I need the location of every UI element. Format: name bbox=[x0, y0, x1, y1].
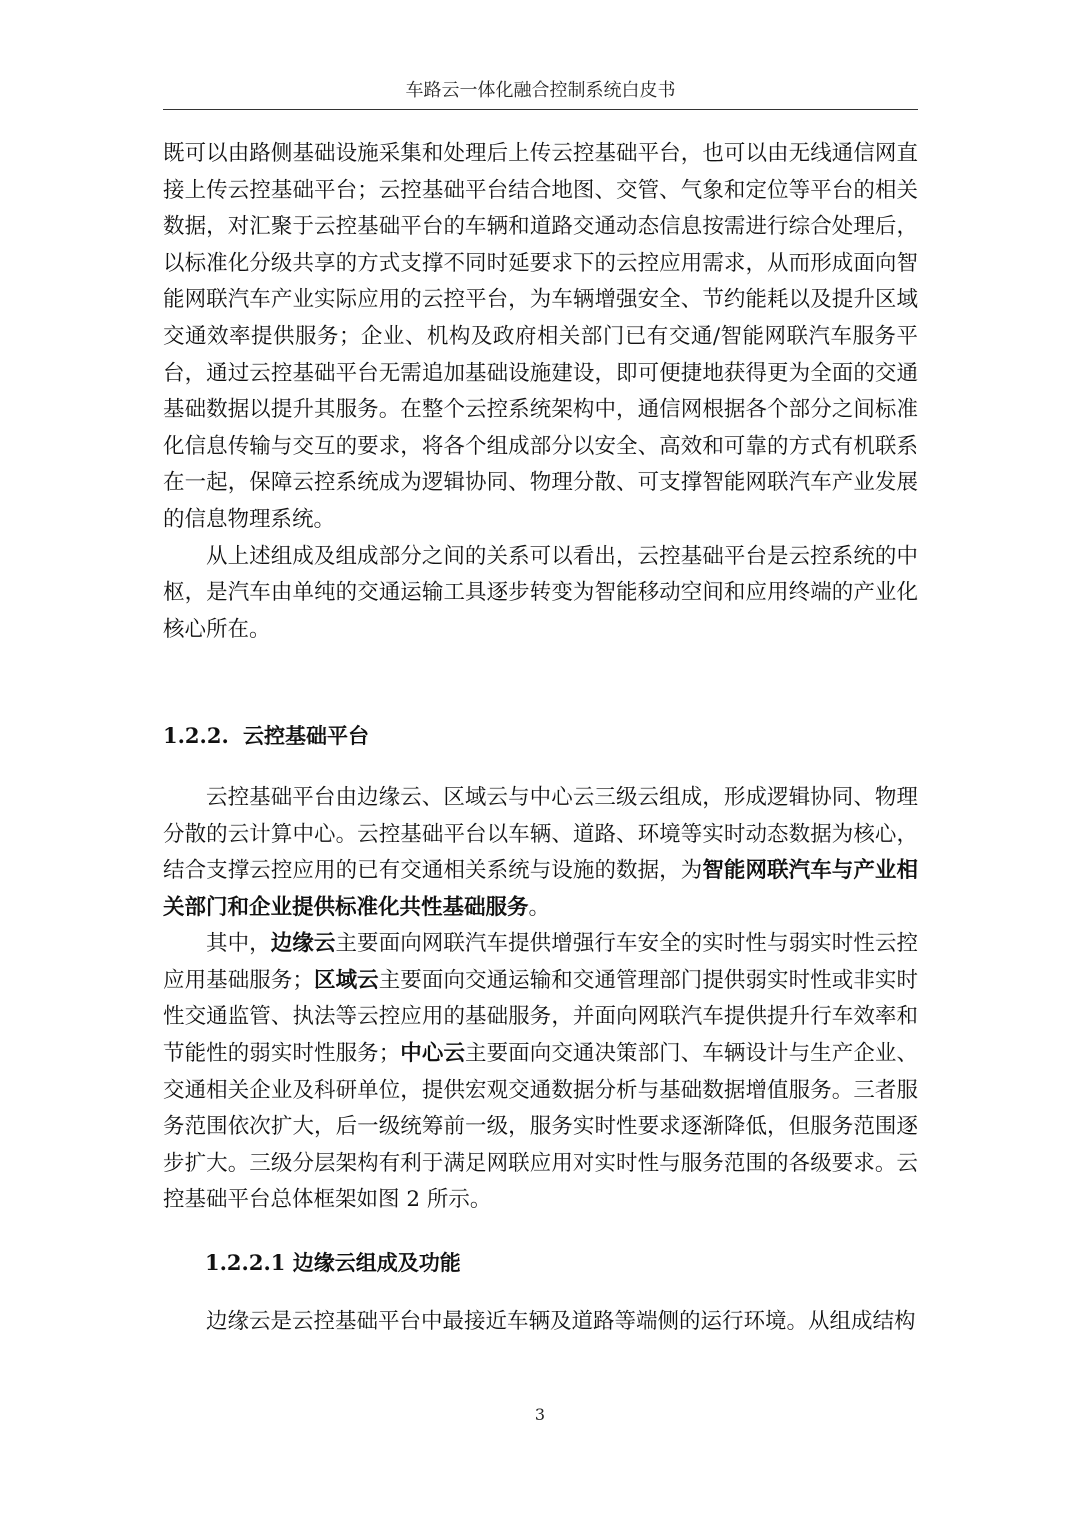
paragraph bbox=[163, 780, 918, 926]
section-title: 云控基础平台 bbox=[243, 723, 369, 749]
subsection-heading-1-2-2-1: 1.2.2.1 边缘云组成及功能 bbox=[205, 1250, 461, 1276]
section-heading-1-2-2 bbox=[163, 718, 918, 755]
text-span: 边缘云是云控基础平台中最接近车辆及道路等端侧的运行环境。从组成结构 bbox=[206, 1308, 916, 1334]
paragraph bbox=[163, 1304, 918, 1341]
paragraph-group-top bbox=[163, 136, 918, 648]
text-span: 从上述组成及组成部分之间的关系可以看出，云控基础平台是云控系统的中枢，是汽车由单纯的交通运输工具逐步转变为智能移动空间和应用终端的产业化核心所在。 bbox=[163, 543, 918, 642]
text-span: 既可以由路侧基础设施采集和处理后上传云控基础平台，也可以由无线通信网直接上传云控基础平台；云控基础平台结合地图、交管、气象和定位等平台的相关数据，对汇聚于云控基础平台的车辆和道路交通动态信息按需进行综合处理后，以标准化分级共享的方式支撑不同时延要求下的云控应用需求，从而形成面向智能网联汽车产业实际应用的云控平台，为车辆增强安全、节约能耗以及提升区域交通效率提供服务；企业、机构及政府相关部门已有交通/智能网联汽车服务平台，通过云控基础平台无需追加基础设施建设，即可便捷地获得更为全面的交通基础数据以提升其服务。在整个云控系统架构中，通信网根据各个部分之间标准化信息传输与交互的要求，将各个组成部分以安全、高效和可靠的方式有机联系在一起，保障云控系统成为逻辑协同、物理分散、可支撑智能网联汽车产业发展的信息物理系统。 bbox=[163, 141, 918, 532]
section-number: 1.2.2. bbox=[163, 723, 229, 749]
paragraph bbox=[163, 136, 918, 539]
page-body bbox=[163, 136, 918, 1340]
bold-text-span: 边缘云 bbox=[270, 931, 336, 957]
text-span: 主要面向网联汽车提供增强行车安全的实时性与弱实时性云控应用基础服务； bbox=[163, 931, 918, 993]
bold-text-span: 区域云 bbox=[313, 967, 379, 993]
text-span: 主要面向交通运输和交通管理部门提供弱实时性或非实时性交通监管、执法等云控应用的基础服务，并面向网联汽车提供提升行车效率和节能性的弱实时性服务； bbox=[163, 967, 918, 1067]
text-span: 其中， bbox=[206, 931, 271, 957]
paragraph bbox=[163, 539, 918, 649]
page-number: 3 bbox=[534, 1405, 546, 1424]
paragraph bbox=[163, 926, 918, 1219]
paragraph-group-mid bbox=[163, 780, 918, 1219]
bold-text-span: 中心云 bbox=[400, 1041, 466, 1067]
text-span: 主要面向交通决策部门、车辆设计与生产企业、交通相关企业及科研单位，提供宏观交通数据分析与基础数据增值服务。三者服务范围依次扩大，后一级统筹前一级，服务实时性要求逐渐降低，但服务范围逐步扩大。三级分层架构有利于满足网联应用对实时性与服务范围的各级要求。云控基础平台总体框架如图 2 所示。 bbox=[163, 1041, 918, 1213]
text-span: 云控基础平台由边缘云、区域云与中心云三级云组成，形成逻辑协同、物理分散的云计算中心。云控基础平台以车辆、道路、环境等实时动态数据为核心，结合支撑云控应用的已有交通相关系统与设施的数据，为 bbox=[163, 784, 918, 884]
paragraph-group-bottom bbox=[163, 1304, 918, 1341]
bold-text-span: 智能网联汽车与产业相关部门和企业提供标准化共性基础服务 bbox=[163, 858, 918, 920]
text-span: 。 bbox=[528, 894, 551, 920]
running-header: 车路云一体化融合控制系统白皮书 bbox=[405, 80, 676, 101]
header-divider bbox=[163, 109, 918, 110]
